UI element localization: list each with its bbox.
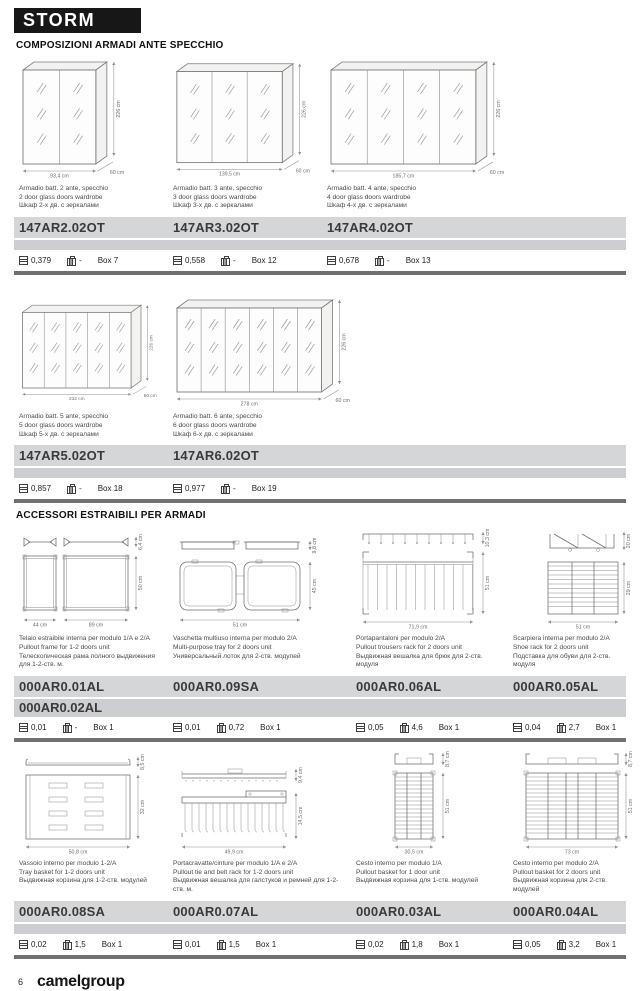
svg-text:51 cm: 51 cm xyxy=(485,576,491,591)
section-divider xyxy=(14,955,626,959)
product-specs xyxy=(322,255,626,266)
box-count: Box 1 xyxy=(438,939,460,949)
svg-text:60 cm: 60 cm xyxy=(143,394,157,400)
product-spec-row xyxy=(14,478,626,496)
product-specs xyxy=(14,722,168,733)
svg-text:51 cm: 51 cm xyxy=(232,622,248,629)
description-ru: Выдвижная корзина для 2-ств. модулей xyxy=(513,877,607,894)
description-en: 4 door glass doors wardrobe xyxy=(327,193,411,201)
brand-logo: camelgroup xyxy=(37,972,125,990)
svg-text:14,5 cm: 14,5 cm xyxy=(298,806,304,826)
weight-icon xyxy=(400,942,409,950)
product-code-bar-secondary xyxy=(14,699,626,717)
collection-banner xyxy=(14,8,141,33)
description-en: Tray basket for 1-2 doors unit xyxy=(19,868,105,876)
svg-text:226 cm: 226 cm xyxy=(301,100,308,118)
weight-value: - xyxy=(74,723,78,733)
description-en: 3 door glass doors wardrobe xyxy=(173,193,257,201)
wardrobe-drawing-4-door xyxy=(322,54,626,180)
volume-icon xyxy=(19,940,28,949)
product-code: 147AR2.02OT xyxy=(19,220,106,236)
svg-text:93,4 cm: 93,4 cm xyxy=(50,173,69,180)
weight-icon xyxy=(217,942,226,950)
svg-text:51 cm: 51 cm xyxy=(628,798,634,814)
description-it: Portacravatte/cinture per modulo 1/A e 2/A xyxy=(173,860,298,868)
svg-text:8,7 cm: 8,7 cm xyxy=(628,751,634,767)
description-en: 2 door glass doors wardrobe xyxy=(19,193,103,201)
pullout-basket-1door-drawing xyxy=(351,749,508,855)
page-number: 6 xyxy=(18,976,24,987)
description-it: Armadio batt. 4 ante, specchio xyxy=(327,185,417,192)
product-code-bar xyxy=(14,676,626,697)
volume-icon xyxy=(356,723,365,732)
svg-text:10,3 cm: 10,3 cm xyxy=(485,528,491,548)
product-description xyxy=(168,180,322,215)
volume-icon xyxy=(327,256,336,265)
wardrobe-drawings-row-2 xyxy=(14,282,626,408)
description-en: 6 door glass doors wardrobe xyxy=(173,421,257,429)
weight-icon xyxy=(375,258,384,266)
wardrobe-drawing-6-door xyxy=(168,282,626,408)
collection-name: STORM xyxy=(23,10,96,30)
product-description xyxy=(168,855,351,899)
description-it: Cesto interno per modulo 2/A xyxy=(513,860,599,868)
description-en: Pullout tie and belt rack for 1-2 doors unit xyxy=(173,868,294,876)
product-spec-row xyxy=(14,717,626,735)
description-ru: Шкаф 2-х дв. с зеркалами xyxy=(19,202,99,210)
weight-icon xyxy=(63,942,72,950)
product-code: 000AR0.03AL xyxy=(356,903,442,919)
volume-icon xyxy=(513,940,522,949)
weight-icon xyxy=(67,258,76,266)
volume-value: 0,977 xyxy=(185,484,206,494)
description-it: Armadio batt. 6 ante, specchio xyxy=(173,413,263,421)
product-spec-row xyxy=(14,934,626,952)
volume-icon xyxy=(173,256,182,265)
product-code-bar-secondary xyxy=(14,468,626,478)
product-specs xyxy=(14,483,168,494)
volume-value: 0,05 xyxy=(525,939,541,949)
section-divider xyxy=(14,738,626,742)
pullout-basket-2door-drawing xyxy=(508,749,638,855)
volume-icon xyxy=(173,940,182,949)
svg-text:185,7 cm: 185,7 cm xyxy=(392,173,415,180)
svg-text:60 cm: 60 cm xyxy=(295,168,310,175)
multipurpose-tray-drawing xyxy=(168,524,351,630)
weight-value: 4,6 xyxy=(411,723,423,733)
description-ru: Телескопическая рама полного выдвижения для 1-2-ств. м. xyxy=(19,652,155,669)
svg-text:60 cm: 60 cm xyxy=(335,398,350,405)
product-code: 147AR5.02OT xyxy=(19,448,106,464)
svg-text:50,8 cm: 50,8 cm xyxy=(68,849,88,856)
volume-icon xyxy=(513,723,522,732)
weight-value: - xyxy=(79,484,82,494)
svg-text:278 cm: 278 cm xyxy=(240,401,258,408)
product-description xyxy=(508,855,626,899)
trousers-rack-drawing xyxy=(351,524,508,630)
weight-value: 0,72 xyxy=(228,723,245,733)
product-specs xyxy=(168,722,351,733)
volume-value: 0,01 xyxy=(185,939,201,949)
product-description xyxy=(14,630,168,674)
volume-value: 0,01 xyxy=(31,723,47,733)
svg-text:20 cm: 20 cm xyxy=(626,534,632,549)
svg-text:44 cm: 44 cm xyxy=(32,622,48,629)
wardrobe-drawing-5-door xyxy=(14,282,168,408)
volume-value: 0,379 xyxy=(31,256,52,266)
svg-text:50 cm: 50 cm xyxy=(138,576,144,591)
volume-value: 0,558 xyxy=(185,256,206,266)
svg-text:60 cm: 60 cm xyxy=(489,169,505,176)
product-specs xyxy=(14,939,168,950)
weight-icon xyxy=(67,486,76,494)
svg-text:8,7 cm: 8,7 cm xyxy=(445,751,451,767)
volume-value: 0,04 xyxy=(525,723,541,733)
description-it: Armadio batt. 5 ante, specchio xyxy=(19,413,109,421)
product-specs xyxy=(168,255,322,266)
box-count: Box 1 xyxy=(101,939,123,949)
product-code: 000AR0.06AL xyxy=(356,679,442,695)
product-code: 000AR0.02AL xyxy=(19,700,103,716)
box-count: Box 1 xyxy=(595,939,617,949)
volume-icon xyxy=(19,484,28,493)
weight-value: - xyxy=(79,256,82,266)
weight-value: 3,2 xyxy=(568,939,580,949)
weight-icon xyxy=(557,942,566,950)
product-code-bar-secondary xyxy=(14,240,626,250)
section-divider xyxy=(14,271,626,275)
svg-text:45 cm: 45 cm xyxy=(312,579,318,594)
description-it: Armadio batt. 3 ante, specchio xyxy=(173,185,263,192)
weight-value: - xyxy=(233,484,236,494)
description-en: Pullout basket for 2 doors unit xyxy=(513,868,601,876)
volume-icon xyxy=(173,484,182,493)
product-code: 147AR6.02OT xyxy=(173,448,260,464)
product-description xyxy=(14,855,168,899)
volume-value: 0,857 xyxy=(31,484,52,494)
product-code: 000AR0.08SA xyxy=(19,903,106,919)
description-it: Telaio estraibile interna per modulo 1/A e 2/A xyxy=(19,635,150,643)
box-count: Box 1 xyxy=(93,723,114,733)
volume-icon xyxy=(356,940,365,949)
product-code: 000AR0.09SA xyxy=(173,679,260,695)
weight-value: 1,5 xyxy=(74,939,86,949)
volume-icon xyxy=(19,723,28,732)
svg-text:29 cm: 29 cm xyxy=(626,581,632,596)
svg-text:139,5 cm: 139,5 cm xyxy=(219,171,241,178)
product-spec-row xyxy=(14,250,626,268)
product-description xyxy=(351,855,508,899)
volume-value: 0,02 xyxy=(31,939,47,949)
product-description xyxy=(508,630,626,674)
box-count: Box 1 xyxy=(255,939,277,949)
product-code: 000AR0.04AL xyxy=(513,903,599,919)
product-code-bar xyxy=(14,445,626,466)
description-it: Scarpiera interna per modulo 2/A xyxy=(513,635,610,643)
accessory-descriptions-row-2 xyxy=(14,855,626,899)
svg-text:9,8 cm: 9,8 cm xyxy=(312,537,318,554)
description-en: Pullout trousers rack for 2 doors unit xyxy=(356,643,462,651)
product-code: 000AR0.01AL xyxy=(19,679,105,695)
description-en: Pullout basket for 1 door unit xyxy=(356,868,440,876)
product-code-bar xyxy=(14,217,626,238)
weight-value: - xyxy=(387,256,390,266)
box-count: Box 12 xyxy=(251,256,277,266)
product-specs xyxy=(508,722,626,733)
box-count: Box 1 xyxy=(595,723,617,733)
product-code-bar xyxy=(14,901,626,922)
description-ru: Выдвижная вешалка для брюк для 2-ств. модуля xyxy=(356,652,483,669)
box-count: Box 7 xyxy=(97,256,119,266)
svg-text:71,9 cm: 71,9 cm xyxy=(408,624,428,631)
svg-text:51 cm: 51 cm xyxy=(445,798,451,814)
svg-text:226 cm: 226 cm xyxy=(341,333,348,351)
description-en: Shoe rack for 2 doors unit xyxy=(513,643,589,651)
svg-text:226 cm: 226 cm xyxy=(149,335,155,351)
weight-icon xyxy=(217,725,226,733)
svg-text:8,5 cm: 8,5 cm xyxy=(140,754,146,770)
volume-value: 0,05 xyxy=(368,723,384,733)
svg-text:32 cm: 32 cm xyxy=(140,799,146,815)
svg-text:9,4 cm: 9,4 cm xyxy=(298,767,304,783)
description-ru: Выдвижная вешалка для галстуков и ремней для 1-2-ств. м. xyxy=(173,877,339,894)
weight-value: - xyxy=(233,256,236,266)
wardrobe-drawing-3-door xyxy=(168,54,322,180)
svg-text:89 cm: 89 cm xyxy=(88,622,104,629)
wardrobe-drawings-row-1 xyxy=(14,54,626,180)
product-code-bar-secondary xyxy=(14,924,626,934)
weight-icon xyxy=(557,725,566,733)
product-description xyxy=(168,630,351,674)
product-description xyxy=(322,180,626,215)
description-it: Portapantaloni per modulo 2/A xyxy=(356,635,446,643)
product-specs xyxy=(14,255,168,266)
svg-text:30,5 cm: 30,5 cm xyxy=(404,849,424,856)
accessory-drawings-row-1 xyxy=(14,524,632,631)
product-code: 000AR0.05AL xyxy=(513,679,599,695)
volume-icon xyxy=(19,256,28,265)
description-ru: Шкаф 3-х дв. с зеркалами xyxy=(173,202,253,210)
weight-value: 1,5 xyxy=(228,939,240,949)
description-it: Vaschetta multiuso interna per modulo 2/A xyxy=(173,635,297,643)
svg-text:226 cm: 226 cm xyxy=(115,100,122,118)
product-specs xyxy=(351,939,508,950)
weight-icon xyxy=(221,258,230,266)
section-title-wardrobes: COMPOSIZIONI ARMADI ANTE SPECCHIO xyxy=(16,40,224,51)
description-ru: Выдвижная корзина для 1-ств. модулей xyxy=(356,877,479,885)
description-ru: Шкаф 6-х дв. с зеркалами xyxy=(173,430,253,438)
description-en: Pullout frame for 1-2 doors unit xyxy=(19,643,110,651)
weight-value: 2,7 xyxy=(568,723,580,733)
product-description xyxy=(351,630,508,674)
wardrobe-drawing-2-door xyxy=(14,54,168,180)
wardrobe-descriptions-row-1 xyxy=(14,180,626,215)
weight-value: 1,8 xyxy=(411,939,423,949)
volume-value: 0,01 xyxy=(185,723,201,733)
wardrobe-descriptions-row-2 xyxy=(14,408,626,443)
description-ru: Шкаф 4-х дв. с зеркалами xyxy=(327,202,407,210)
description-ru: Шкаф 5-х дв. с зеркалами xyxy=(19,430,99,438)
description-ru: Выдвижная корзина для 1-2-ств. модулей xyxy=(19,877,147,885)
box-count: Box 13 xyxy=(405,256,431,266)
section-title-accessories: ACCESSORI ESTRAIBILI PER ARMADI xyxy=(16,510,206,522)
product-specs xyxy=(508,939,626,950)
svg-text:51 cm: 51 cm xyxy=(575,624,591,631)
product-code: 000AR0.07AL xyxy=(173,903,259,919)
product-code: 147AR4.02OT xyxy=(327,220,414,236)
weight-icon xyxy=(400,725,409,733)
svg-text:60 cm: 60 cm xyxy=(109,169,125,176)
volume-icon xyxy=(173,723,182,732)
svg-text:49,9 cm: 49,9 cm xyxy=(224,849,244,856)
product-specs xyxy=(168,939,351,950)
page-footer xyxy=(14,966,626,991)
product-description xyxy=(168,408,626,443)
description-it: Vassoio interno per modulo 1-2/A xyxy=(19,860,117,868)
section-divider xyxy=(14,499,626,503)
weight-icon xyxy=(221,486,230,494)
shoe-rack-drawing xyxy=(508,524,640,630)
product-description xyxy=(14,408,168,443)
box-count: Box 1 xyxy=(438,723,460,733)
description-ru: Универсальный лоток для 2-ств. модулей xyxy=(173,652,301,660)
tray-basket-drawing xyxy=(14,749,168,855)
svg-text:6,4 cm: 6,4 cm xyxy=(138,534,144,551)
product-code: 147AR3.02OT xyxy=(173,220,260,236)
product-description xyxy=(14,180,168,215)
accessory-descriptions-row-1 xyxy=(14,630,626,674)
description-en: 5 door glass doors wardrobe xyxy=(19,421,103,429)
product-specs xyxy=(168,483,626,494)
description-it: Cesto interno per modulo 1/A xyxy=(356,860,442,868)
box-count: Box 18 xyxy=(97,484,123,494)
pullout-frame-drawing xyxy=(14,524,168,630)
tie-belt-rack-drawing xyxy=(168,749,351,855)
accessory-drawings-row-2 xyxy=(14,749,634,856)
description-en: Multi-purpose tray for 2 doors unit xyxy=(173,643,272,651)
volume-value: 0,678 xyxy=(339,256,360,266)
volume-value: 0,02 xyxy=(368,939,384,949)
box-count: Box 1 xyxy=(260,723,281,733)
description-ru: Подставка для обуви для 2-ств. модуля xyxy=(513,652,611,669)
box-count: Box 19 xyxy=(251,484,277,494)
svg-text:232 cm: 232 cm xyxy=(68,397,85,403)
weight-icon xyxy=(63,725,72,733)
svg-text:226 cm: 226 cm xyxy=(495,100,502,118)
svg-text:73 cm: 73 cm xyxy=(564,849,580,856)
product-specs xyxy=(351,722,508,733)
description-it: Armadio batt. 2 ante, specchio xyxy=(19,185,109,192)
